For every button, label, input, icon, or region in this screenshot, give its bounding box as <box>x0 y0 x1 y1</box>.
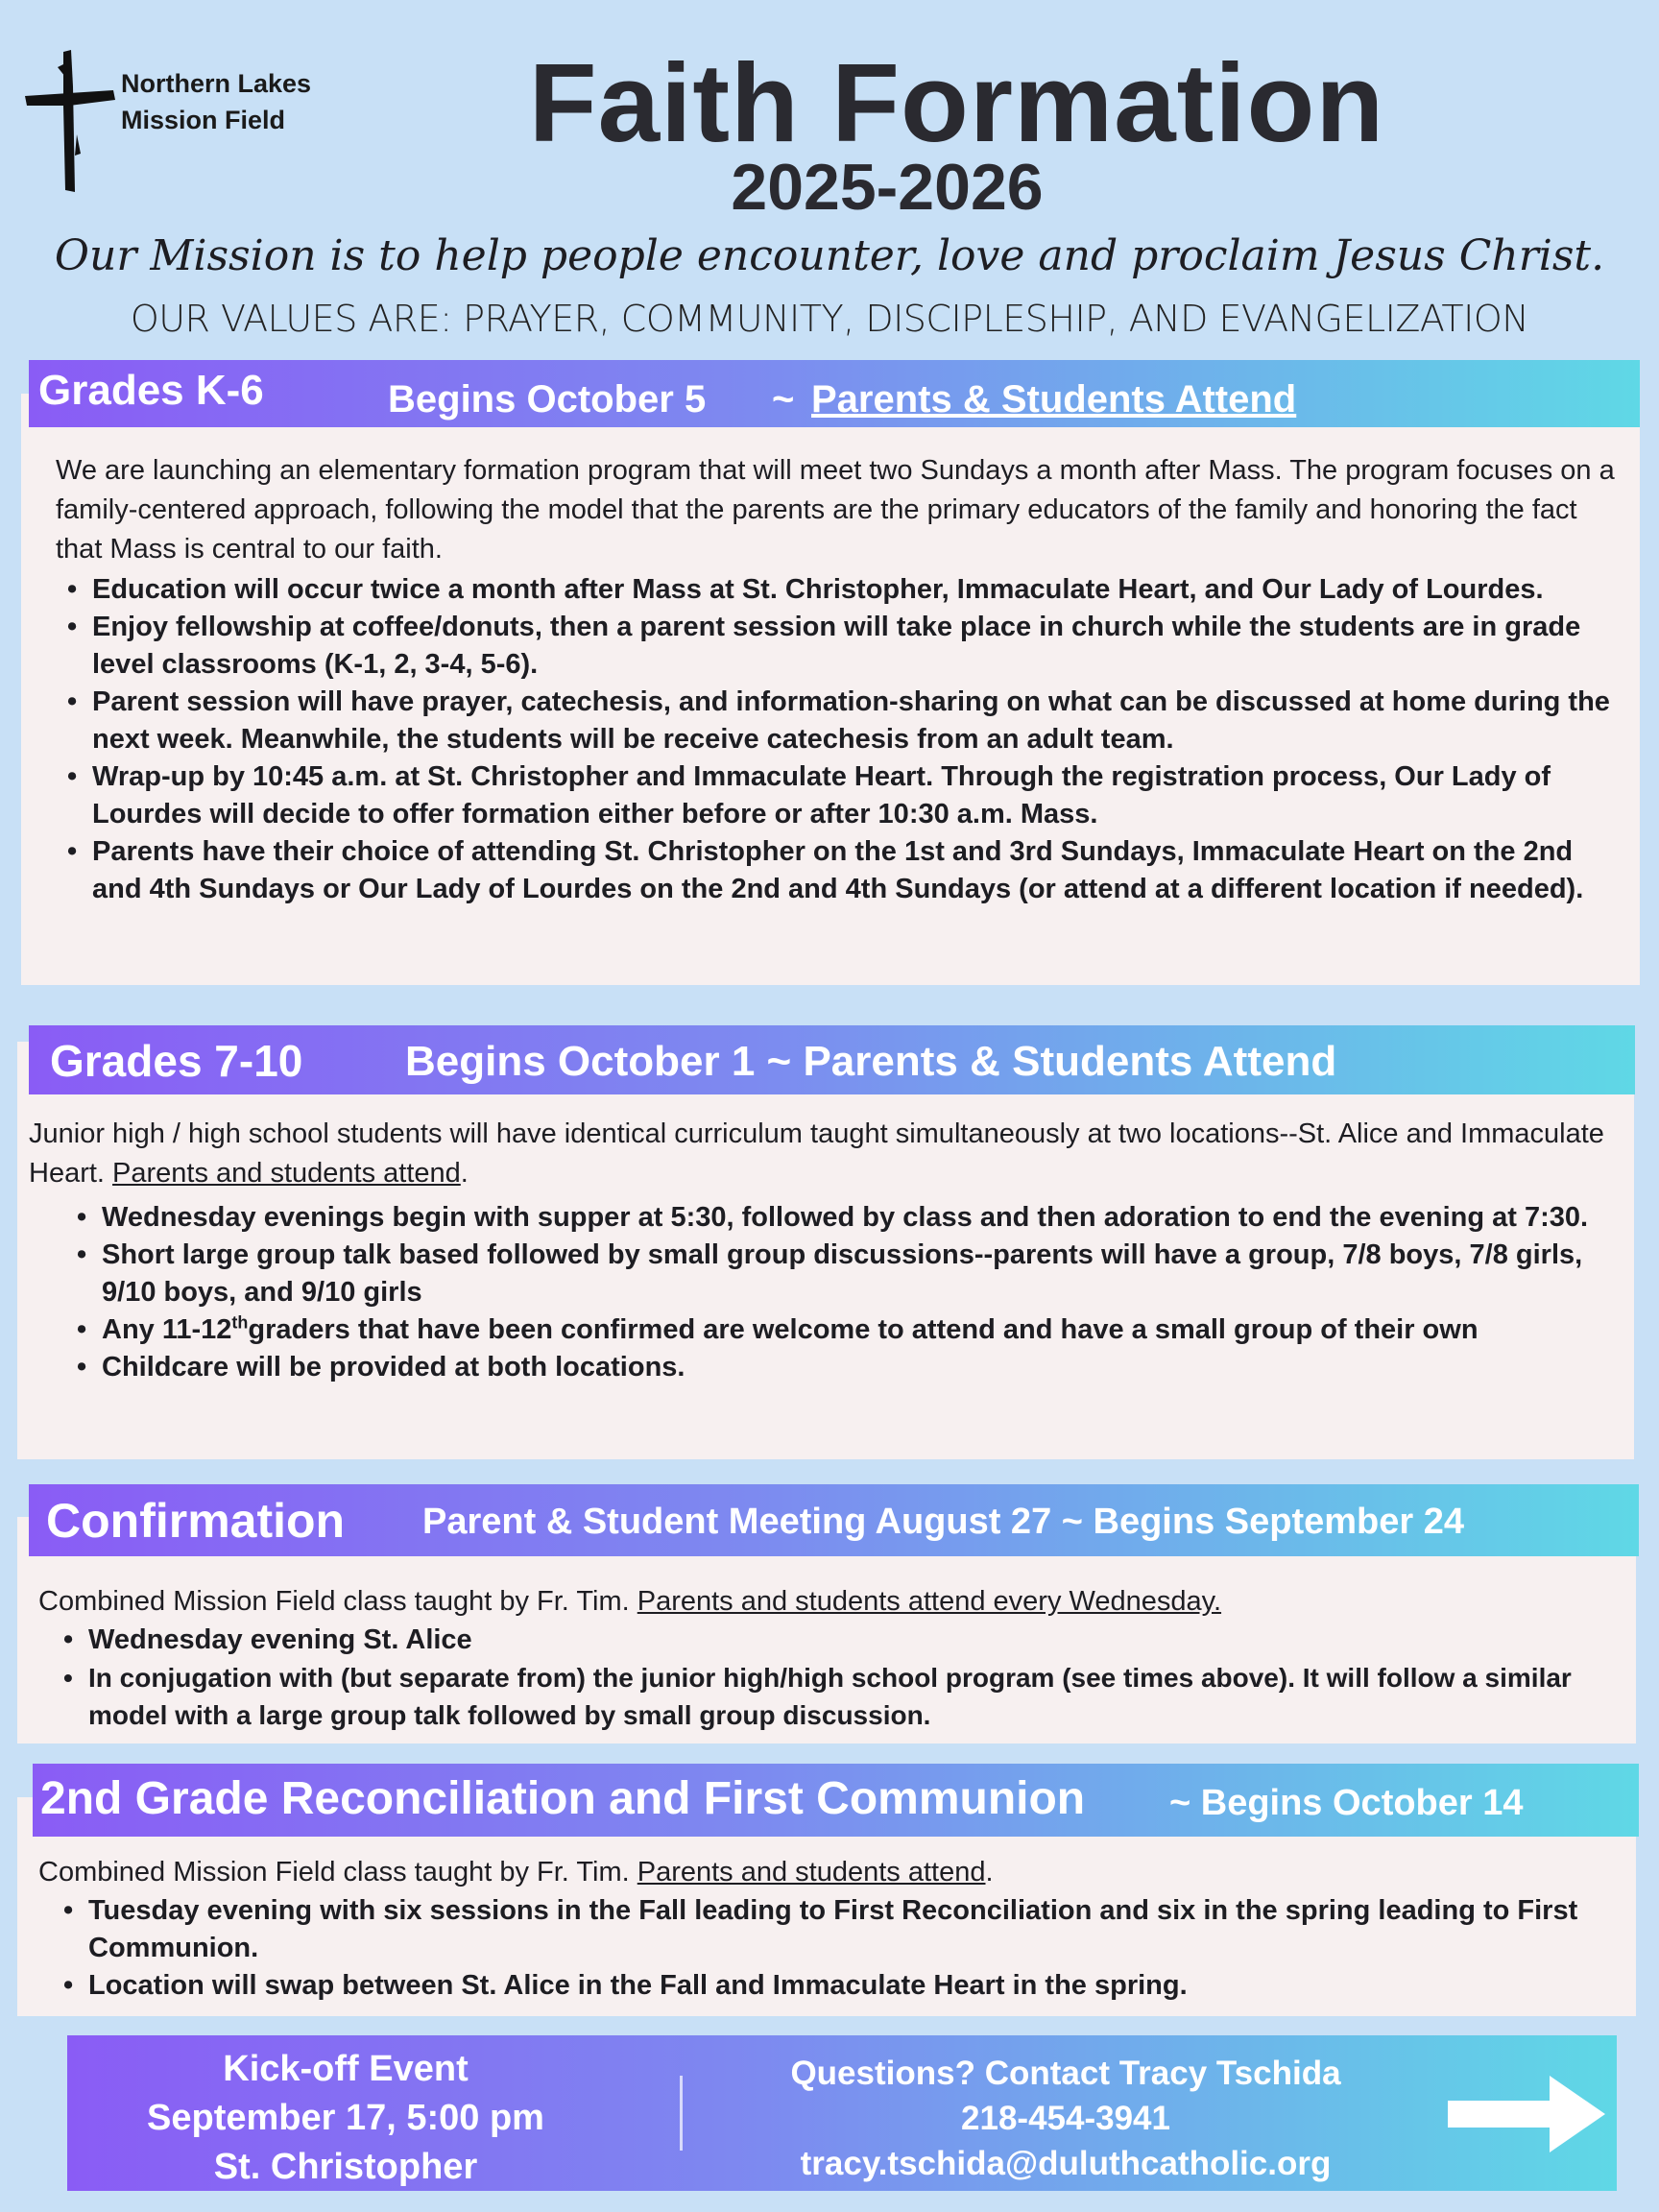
k6-intro: We are launching an elementary formation program that will meet two Sundays a month after Mass. The program focuses on a family-centered approach, following the model that the parents are the primary educators of the family and honoring the fact that Mass is central to our faith. <box>56 455 1615 565</box>
mission-statement: Our Mission is to help people encounter, love and proclaim Jesus Christ. <box>54 231 1605 280</box>
g710-heading: Grades 7-10 <box>50 1036 303 1086</box>
sac-intro-underline: Parents and students attend <box>637 1857 986 1887</box>
list-item: • Childcare will be provided at both locations. <box>65 1349 1623 1386</box>
list-item: • In conjugation with (but separate from) the junior high/high school program (see times above). It will follow a similar model with a large group talk followed by small group discussion. <box>52 1659 1623 1734</box>
k6-tilde: ~ <box>772 378 795 421</box>
list-item: • Tuesday evening with six sessions in the Fall leading to First Reconciliation and six in the spring leading to First Communion. <box>52 1892 1623 1967</box>
g710-intro-end: . <box>460 1158 469 1189</box>
conf-content <box>38 1582 1623 1734</box>
kickoff-location: St. Christopher <box>213 2147 478 2187</box>
sac-intro-text: Combined Mission Field class taught by Fr. Tim. <box>38 1857 637 1887</box>
g710-bullet3-b: graders that have been confirmed are welcome to attend and have a small group of their own <box>248 1314 1479 1345</box>
values-statement: OUR VALUES ARE: PRAYER, COMMUNITY, DISCIPLESHIP, AND EVANGELIZATION <box>130 298 1529 340</box>
list-item: • Wrap-up by 10:45 a.m. at St. Christopher and Immaculate Heart. Through the registration process, Our Lady of Lourdes will decide to offer formation either before or after 10:30 a.m. Mass. <box>56 758 1623 833</box>
org-name-line1: Northern Lakes <box>121 69 312 98</box>
k6-attend-link: Parents & Students Attend <box>811 378 1297 421</box>
list-item: • Education will occur twice a month after Mass at St. Christopher, Immaculate Heart, and Our Lady of Lourdes. <box>56 571 1623 609</box>
k6-heading: Grades K-6 <box>38 367 264 414</box>
org-name-line2: Mission Field <box>121 106 286 134</box>
arrow-right-icon <box>1446 2072 1609 2156</box>
g710-begins: Begins October 1 ~ Parents & Students Attend <box>405 1038 1337 1085</box>
contact-email[interactable]: tracy.tschida@duluthcatholic.org <box>800 2145 1332 2182</box>
g710-intro-underline: Parents and students attend <box>112 1158 461 1189</box>
footer-banner <box>67 2035 1617 2191</box>
sac-band <box>33 1764 1639 1837</box>
list-item <box>65 1311 1623 1349</box>
g710-intro <box>29 1115 1623 1193</box>
k6-bullet-list <box>56 571 1623 908</box>
list-item: • Enjoy fellowship at coffee/donuts, then a parent session will take place in church while the students are in grade level classrooms (K-1, 2, 3-4, 5-6). <box>56 609 1623 684</box>
g710-intro-text: Junior high / high school students will have identical curriculum taught simultaneously at two locations--St. Alice and Immaculate Heart. <box>29 1118 1604 1189</box>
k6-begins: Begins October 5 <box>388 378 707 421</box>
sac-intro <box>38 1853 1623 1892</box>
list-item: • Location will swap between St. Alice in the Fall and Immaculate Heart in the spring. <box>52 1967 1623 2005</box>
conf-bullet-list <box>38 1622 1623 1734</box>
k6-band <box>29 360 1640 427</box>
conf-intro-text: Combined Mission Field class taught by Fr. Tim. <box>38 1586 637 1617</box>
conf-intro-underline: Parents and students attend every Wednesday. <box>637 1586 1222 1617</box>
g710-content <box>29 1115 1623 1386</box>
contact-info <box>691 2051 1440 2186</box>
sac-intro-end: . <box>985 1857 994 1887</box>
k6-content <box>56 451 1623 908</box>
footer-divider <box>680 2076 683 2151</box>
contact-phone[interactable]: 218-454-3941 <box>961 2100 1170 2137</box>
conf-intro <box>38 1582 1623 1622</box>
kickoff-event <box>67 2045 624 2192</box>
page-title: Faith Formation <box>528 40 1385 165</box>
conf-heading: Confirmation <box>46 1494 346 1548</box>
list-item: • Short large group talk based followed by small group discussions--parents will have a group, 7/8 boys, 7/8 girls, 9/10 boys, and 9/10 girls <box>65 1237 1623 1311</box>
list-item: • Wednesday evening St. Alice <box>52 1622 1623 1659</box>
list-item: • Parent session will have prayer, catechesis, and information-sharing on what can be discussed at home during the next week. Meanwhile, the students will be receive catechesis from an adult team. <box>56 684 1623 758</box>
list-item: • Parents have their choice of attending St. Christopher on the 1st and 3rd Sundays, Immaculate Heart on the 2nd and 4th Sundays or Our Lady of Lourdes on the 2nd and 4th Sundays (or attend at a different location if needed). <box>56 833 1623 908</box>
sac-content <box>38 1853 1623 2005</box>
conf-sub: Parent & Student Meeting August 27 ~ Begins September 24 <box>422 1502 1464 1542</box>
kickoff-title: Kick-off Event <box>223 2049 469 2089</box>
g710-bullet3-a: Any 11-12 <box>102 1314 232 1345</box>
sac-heading: 2nd Grade Reconciliation and First Communion <box>40 1773 1086 1824</box>
page-years: 2025-2026 <box>731 151 1044 224</box>
g710-bullet3-sup: th <box>231 1312 249 1333</box>
g710-bullet-list <box>29 1199 1623 1386</box>
contact-question: Questions? Contact Tracy Tschida <box>790 2055 1341 2092</box>
g710-band <box>29 1025 1635 1094</box>
list-item: • Wednesday evenings begin with supper at 5:30, followed by class and then adoration to end the evening at 7:30. <box>65 1199 1623 1237</box>
kickoff-date: September 17, 5:00 pm <box>147 2098 544 2138</box>
sac-sub: ~ Begins October 14 <box>1169 1783 1524 1823</box>
sac-bullet-list <box>38 1892 1623 2005</box>
conf-band <box>29 1484 1639 1556</box>
